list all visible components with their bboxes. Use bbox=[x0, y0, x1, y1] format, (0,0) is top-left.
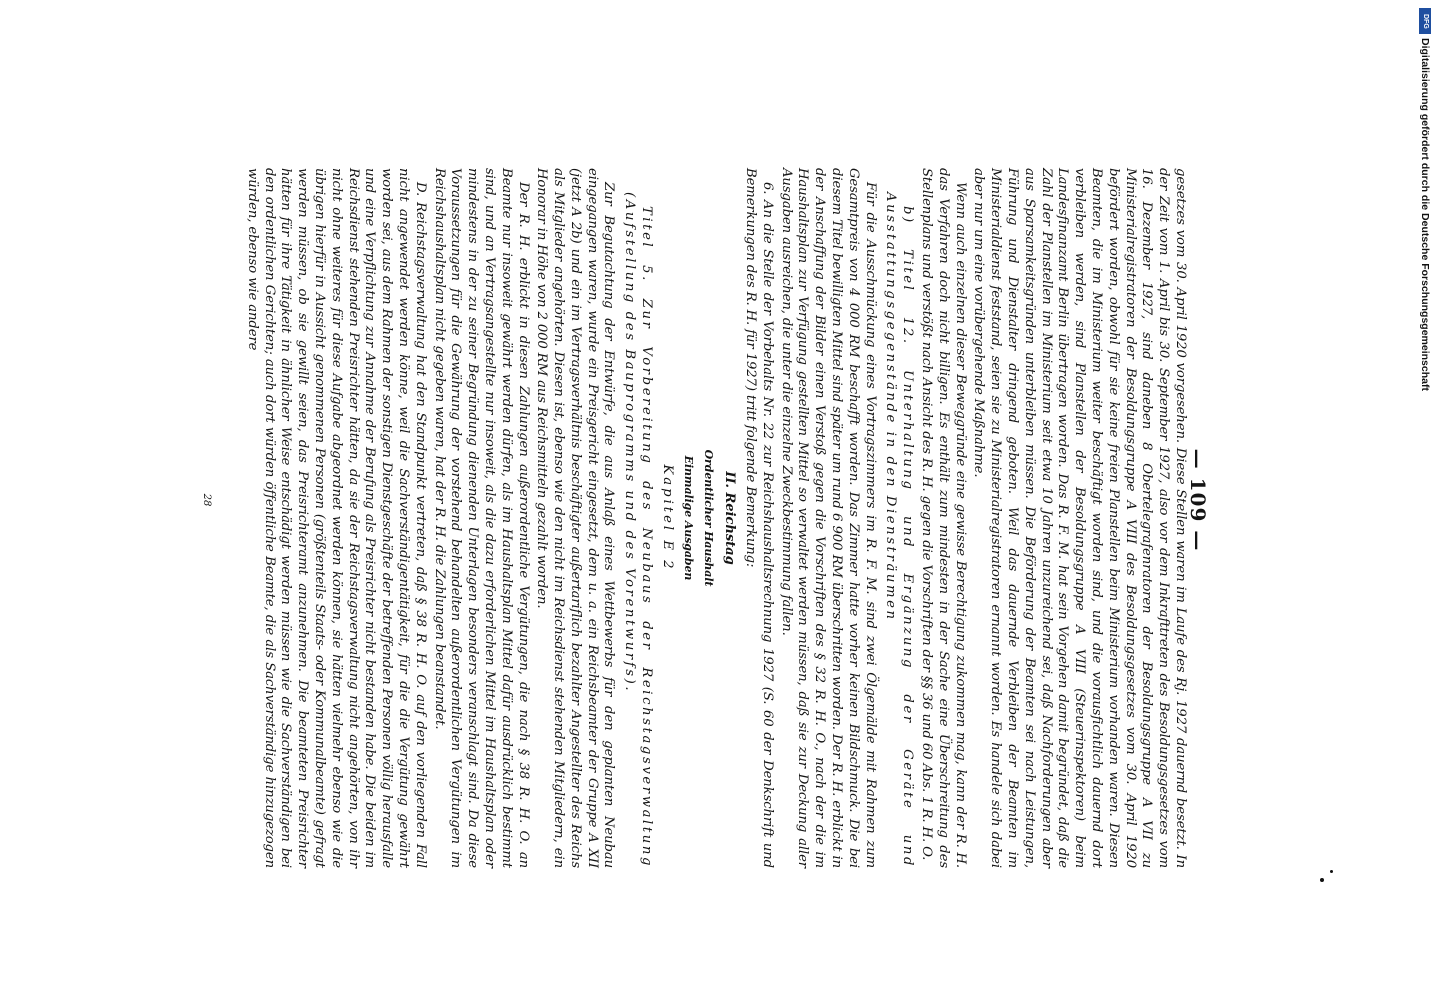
scan-speck bbox=[1330, 870, 1333, 873]
dfg-notice-text: Digitalisierung gefördert durch die Deutsche Forschungsgemeinschaft bbox=[1419, 38, 1431, 391]
page-body bbox=[241, 168, 1188, 868]
body-paragraph: Wenn auch einzelnen dieser Beweggründe eine gewisse Berechtigung zukommen mag, kann der R. H. das Verfahren doch nicht billigen. Es enthält zum mindesten in der Sache eine Überschreitung des Stellenplans und verstößt nach Ansicht des R. H. gegen die Vorschriften der §§ 36 und 60 Abs. 1 R. H. O. bbox=[919, 168, 968, 868]
body-paragraph: gesetzes vom 30. April 1920 vorgesehen. Diese Stellen waren im Laufe des Rj. 1927 dauernd besetzt. In der Zeit vom 1. April bis 30. September 1927, also vor dem Inkrafttreten des Besoldungsgesetzes vom 16. Dezember 1927, sind daneben 8 Obertelegrafenratoren der Besoldungsgruppe A VII zu Ministerialregistratoren der Besoldungsgruppe A VIII des Besoldungsgesetzes vom 30. April 1920 befördert worden, obwohl für sie keine freien Planstellen beim Ministerium vorhanden waren. Diesen Beamten, die im Ministerium weiter beschäftigt worden sind, und die vorausfichtlich dauernd dort verbleiben werden, sind Planstellen der Besoldungsgruppe A VIII (Steuerinspektoren) beim Landesfinanzamt Berlin übertragen worden. Das R. F. M. hat sein Vorgehen damit begründet, daß die Zahl der Planstellen im Ministerium seit etwa 10 Jahren unzureichend sei, daß Nachforderungen aber aus Sparsamkeitsgründen unterbleiben müssen. Die Beförderung der Beamten sei nach Leistungen, Führung und Dienstalter dringend geboten. Weil das dauernde Verbleiben der Beamten im Ministerialdienst feststand, seien sie zu Ministerialregistratoren ernannt worden. Es handele sich dabei aber nur um eine vorübergehende Maßnahme. bbox=[971, 168, 1188, 868]
footer-mark: 28 bbox=[201, 493, 212, 507]
dfg-logo-icon: DFG bbox=[1419, 8, 1431, 34]
section-subsubtitle: Einmalige Ausgaben bbox=[681, 455, 695, 581]
body-paragraph: D. Reichstagsverwaltung hat den Standpunkt vertreten, daß § 38 R. H. O. auf den vorliegenden Fall nicht angewendet werden könne, weil die Sachverständigentätigkeit, für die die Vergütung gewährt worden sei, aus dem Rahmen der sonstigen Dienstgeschäfte der betreffenden Personen völlig herausfalle und eine Verpflichtung zur Annahme der Berufung als Preisrichter nicht bestanden habe. Die beiden im Reichsdienst stehenden Preisrichter hätten, da sie der Reichstagsverwaltung nicht angehörten, von ihr nicht ohne weiteres für diese Aufgabe abgeordnet werden können, sie hätten vielmehr ebenso wie die übrigen hierfür in Aussicht genommenen Personen (größtenteils Staats- oder Kommunalbeamte) gefragt werden müssen, ob sie gewillt seien, das Preisrichteramt anzunehmen. Die beamteten Preisrichter hätten für ihre Tätigkeit in ähnlicher Weise entschädigt werden müssen wie die Sachverständigen bei den ordentlichen Gerichten; auch dort würden öffentliche Beamte, die als Sachverständige hinzugezogen würden, ebenso wie andere bbox=[244, 168, 428, 868]
body-paragraph: Der R. H. erblickt in diesen Zahlungen außerordentliche Vergütungen, die nach § 38 R. H. O. an Beamte nur insoweit gewährt werden dürfen, als im Haushaltsplan Mittel dafür ausdrücklich bestimmt sind, und an Vertragsangestellte nur insoweit, als die dazu erforderlichen Mittel im Haushaltsplan oder mindestens in der zu seiner Begründung dienenden Unterlagen besonders veranschlagt sind. Da diese Voraussetzungen für die Gewährung der vorstehend behandelten außerordentlichen Vergütungen im Reichshaushaltsplan nicht gegeben waren, hat der R. H. die Zahlungen beanstandet. bbox=[431, 168, 531, 868]
page-number: — 109 — bbox=[1186, 448, 1210, 552]
dfg-notice bbox=[1418, 8, 1432, 392]
item6-paragraph: 6. An die Stelle der Vorbehalts Nr. 22 zur Reichshaushaltsrechnung 1927 (S. 60 der Denkschrift und Bemerkungen des R. H. für 1927) tritt folgende Bemerkung: bbox=[743, 168, 775, 868]
titel5-heading: Titel 5. Zur Vorbereitung des Neubaus der Reichstagsverwaltung (Aufstellung des Bauprogramms und des Vorentwurfs). bbox=[622, 192, 655, 868]
body-paragraph: Zur Begutachtung der Entwürfe, die aus Anlaß eines Wettbewerbs für den geplanten Neubau eingegangen waren, wurde ein Preisgericht eingesetzt, dem u. a. ein Reichsbeamter der Gruppe A XII (jetzt A 2b) und ein im Vertragsverhältnis beschäftigter außertariflich bezahlter Angestellter des Reichs als Mitglieder angehörten. Diesen ist, ebenso wie den nicht im Reichsdienst stehenden Mitgliedern, ein Honorar in Höhe von 2 000 RM aus Reichsmitteln gezahlt worden. bbox=[534, 168, 617, 868]
titel12-heading: b) Titel 12. Unterhaltung und Ergänzung der Geräte und Ausstattungsgegenstände in den Diensträumen bbox=[883, 192, 916, 868]
section-subtitle: Ordentlicher Haushalt bbox=[702, 449, 716, 587]
scan-speck bbox=[1320, 878, 1324, 882]
section-title: II. Reichstag bbox=[722, 471, 738, 565]
kapitel-heading: Kapitel E 2 bbox=[659, 464, 675, 572]
rotated-document-page bbox=[100, 0, 1330, 1000]
titel12-paragraph: Für die Ausschmückung eines Vortragszimmers im R. F. M. sind zwei Ölgemälde mit Rahmen zum Gesamtpreis von 4 000 RM beschafft worden. Das Zimmer hatte vorher keinen Bildschmuck. Die bei diesem Titel bewilligten Mittel sind später um rund 6 900 RM überschritten worden. Der R. H. erblickt in der Anschaffung der Bilder einen Verstoß gegen die Vorschriften des § 32 R. H. O., nach der die im Haushaltsplan zur Verfügung gestellten Mittel so verwaltet werden müssen, daß sie zur Deckung aller Ausgaben ausreichen, die unter die einzelne Zweckbestimmung fallen. bbox=[778, 168, 878, 868]
